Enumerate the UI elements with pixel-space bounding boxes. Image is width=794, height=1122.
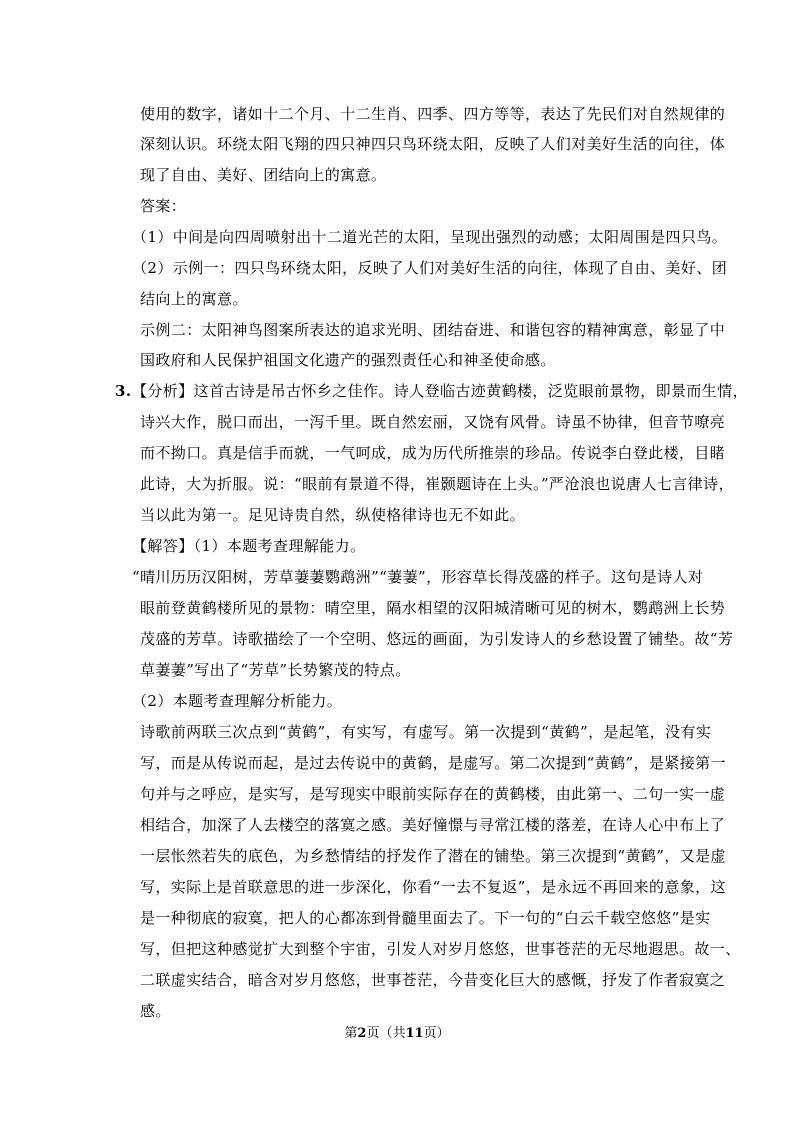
footer-middle: 页（共 [366, 1026, 406, 1041]
text-line: 使用的数字，诸如十二个月、十二生肖、四季、四方等等，表达了先民们对自然规律的 [140, 105, 726, 123]
page-footer [0, 1026, 794, 1042]
text-line: 草萋萋”写出了“芳草”长势繁茂的特点。 [140, 661, 411, 679]
text-line: 示例二：太阳神鸟图案所表达的追求光明、团结奋进、和谐包容的精神寓意，彰显了中 [140, 321, 726, 339]
answer-heading: 答案： [140, 197, 187, 215]
text-line: 现了自由、美好、团结向上的寓意。 [140, 166, 387, 184]
text-line: 写，实际上是首联意思的进一步深化，你看“一去不复返”，是永远不再回来的意象，这 [140, 878, 726, 896]
text-line: 是一种彻底的寂寞，把人的心都冻到骨髓里面去了。下一句的“白云千载空悠悠”是实 [140, 909, 711, 927]
solution-item-2: （2）本题考查理解分析能力。 [132, 692, 343, 710]
text-line: 眼前登黄鹤楼所见的景物：晴空里，隔水相望的汉阳城清晰可见的树木，鹦鹉洲上长势 [140, 599, 726, 617]
text-line: 深刻认识。环绕太阳飞翔的四只神四只鸟环绕太阳，反映了人们对美好生活的向往，体 [140, 135, 726, 153]
text-line: 国政府和人民保护祖国文化遗产的强烈责任心和神圣使命感。 [140, 351, 556, 369]
total-pages-number: 11 [405, 1026, 424, 1041]
text-line: 写，但把这种感觉扩大到整个宇宙，引发人对岁月悠悠，世事苍茫的无尽地遐思。故一、 [140, 940, 741, 958]
text-line: 二联虚实结合，暗含对岁月悠悠，世事苍茫，今昔变化巨大的感慨，抒发了作者寂寞之 [140, 971, 726, 989]
text-line: 诗歌前两联三次点到“黄鹤”，有实写，有虚写。第一次提到“黄鹤”，是起笔，没有实 [140, 723, 712, 741]
text-line: 当以此为第一。足见诗贵自然，纵使格律诗也无不如此。 [140, 506, 526, 524]
analysis-line: 【分析】这首古诗是吊古怀乡之佳作。诗人登临古迹黄鹤楼，泛览眼前景物，即景而生情， [132, 382, 749, 400]
solution-heading: 【解答】（1）本题考查理解能力。 [132, 537, 366, 555]
text-line: 相结合，加深了人去楼空的落寞之感。美好憧憬与寻常江楼的落差，在诗人心中布上了 [140, 816, 726, 834]
text-line: 一层怅然若失的底色，为乡愁情结的抒发作了潜在的铺垫。第三次提到“黄鹤”，又是虚 [140, 847, 726, 865]
footer-suffix: 页） [423, 1026, 450, 1041]
text-line: 结向上的寓意。 [140, 290, 248, 308]
answer-item-1: （1）中间是向四周喷射出十二道光芒的太阳，呈现出强烈的动感；太阳周围是四只鸟。 [132, 228, 728, 246]
text-line: 诗兴大作，脱口而出，一泻千里。既自然宏丽，又饶有风骨。诗虽不协律，但音节嘹亮 [140, 413, 726, 431]
text-line: 写，而是从传说而起，是过去传说中的黄鹤，是虚写。第二次提到“黄鹤”，是紧接第一 [140, 754, 726, 772]
text-line: 而不拗口。真是信手而就，一气呵成，成为历代所推崇的珍品。传说李白登此楼，目睹 [140, 444, 726, 462]
text-line: 感。 [140, 1002, 171, 1020]
text-line: 句并与之呼应，是实写，是写现实中眼前实际存在的黄鹤楼，由此第一、二句一实一虚 [140, 785, 726, 803]
text-line: “晴川历历汉阳树，芳草萋萋鹦鹉洲”“萋萋”，形容草长得茂盛的样子。这句是诗人对 [132, 568, 704, 586]
current-page-number: 2 [357, 1026, 367, 1041]
question-number: 3. [115, 382, 132, 400]
footer-prefix: 第 [344, 1026, 358, 1041]
text-line: 此诗，大为折服。说：“眼前有景道不得，崔颢题诗在上头。”严沧浪也说唐人七言律诗， [140, 475, 734, 493]
text-line: 茂盛的芳草。诗歌描绘了一个空明、悠远的画面，为引发诗人的乡愁设置了铺垫。故“芳 [140, 630, 734, 648]
answer-item-2: （2）示例一：四只鸟环绕太阳，反映了人们对美好生活的向往，体现了自由、美好、团 [132, 259, 728, 277]
